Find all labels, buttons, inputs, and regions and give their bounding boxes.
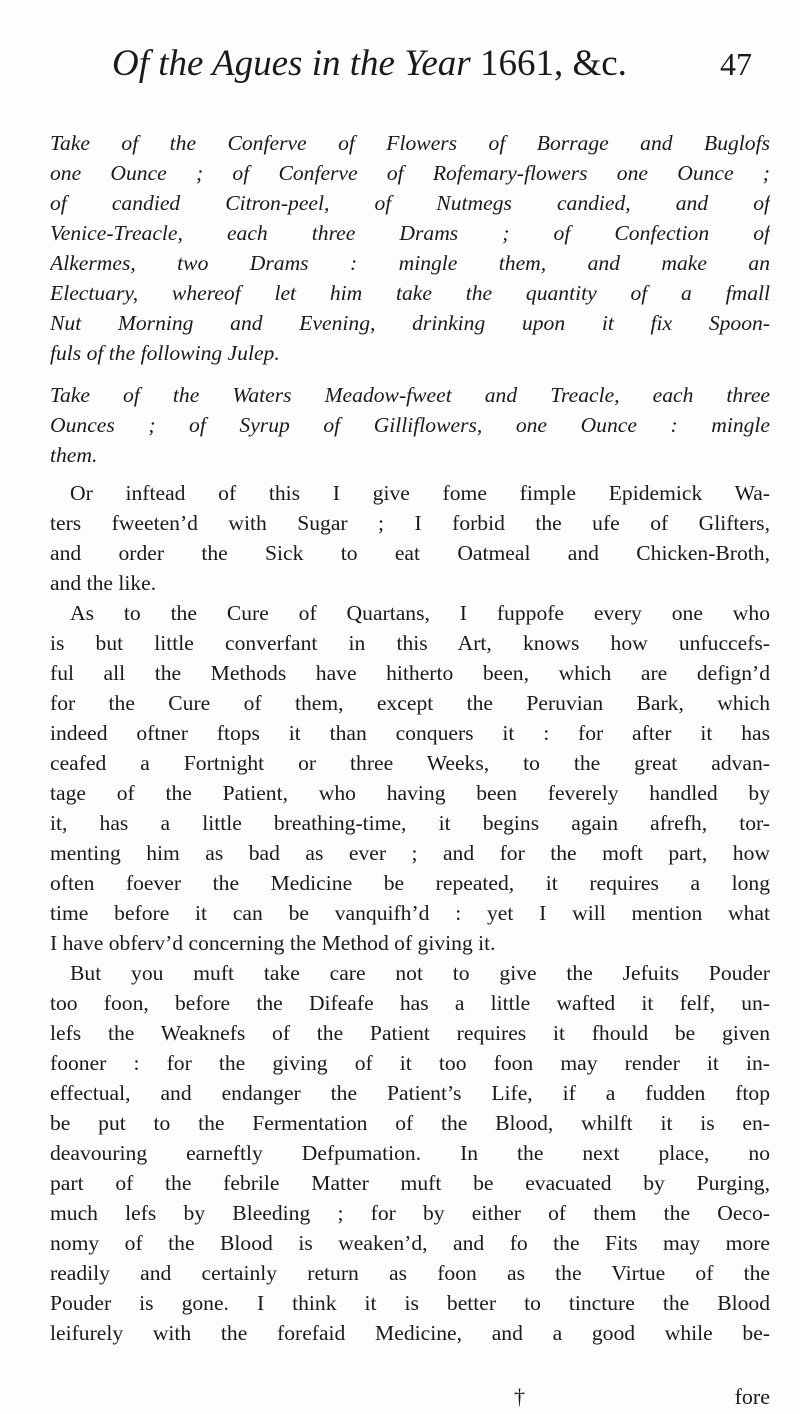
body-line: leifurely with the forefaid Medicine, and a good while be- <box>50 1321 770 1345</box>
body-line: deavouring earneftly Defpumation. In the next place, no <box>50 1141 770 1165</box>
body-line: Pouder is gone. I think it is better to tincture the Blood <box>50 1291 770 1315</box>
page-number: 47 <box>720 46 752 82</box>
recipe1-line: Nut Morning and Evening, drinking upon it fix Spoon- <box>50 311 770 335</box>
recipe1-line: of candied Citron-peel, of Nutmegs candied, and of <box>50 191 770 215</box>
body-line: and order the Sick to eat Oatmeal and Chicken-Broth, <box>50 541 770 565</box>
body-line: tage of the Patient, who having been feverely handled by <box>50 781 770 805</box>
body-line: nomy of the Blood is weaken’d, and fo the Fits may more <box>50 1231 770 1255</box>
recipe-julep <box>50 380 770 470</box>
body-line: ters fweeten’d with Sugar ; I forbid the ufe of Glifters, <box>50 511 770 535</box>
body-line: much lefs by Bleeding ; for by either of them the Oeco- <box>50 1201 770 1225</box>
recipe2-line: Take of the Waters Meadow-fweet and Treacle, each three <box>50 383 770 407</box>
page-footer <box>0 1384 800 1414</box>
running-head-year: 1661, <box>479 43 564 84</box>
body-line: ceafed a Fortnight or three Weeks, to the great advan- <box>50 751 770 775</box>
body-line: be put to the Fermentation of the Blood, whilft it is en- <box>50 1111 770 1135</box>
recipe1-line: Electuary, whereof let him take the quantity of a fmall <box>50 281 770 305</box>
body-line: time before it can be vanquifh’d : yet I will mention what <box>50 901 770 925</box>
body-text <box>50 478 770 1348</box>
body-line: menting him as bad as ever ; and for the moft part, how <box>50 841 770 865</box>
recipe-electuary <box>50 128 770 368</box>
body-line: too foon, before the Difeafe has a little wafted it felf, un- <box>50 991 770 1015</box>
body-line: is but little converfant in this Art, knows how unfuccefs- <box>50 631 770 655</box>
body-line: for the Cure of them, except the Peruvian Bark, which <box>50 691 770 715</box>
recipe1-line: Venice-Treacle, each three Drams ; of Confection of <box>50 221 770 245</box>
body-line: Or inftead of this I give fome fimple Epidemick Wa- <box>70 481 770 505</box>
body-line: often foever the Medicine be repeated, it requires a long <box>50 871 770 895</box>
recipe1-line: one Ounce ; of Conferve of Rofemary-flowers one Ounce ; <box>50 161 770 185</box>
running-head <box>112 40 752 88</box>
recipe2-line: them. <box>50 443 98 467</box>
body-line: indeed oftner ftops it than conquers it : for after it has <box>50 721 770 745</box>
body-line: But you muft take care not to give the Jefuits Pouder <box>70 961 770 985</box>
recipe1-line: Alkermes, two Drams : mingle them, and make an <box>50 251 770 275</box>
body-line: effectual, and endanger the Patient’s Life, if a fudden ftop <box>50 1081 770 1105</box>
body-line: lefs the Weaknefs of the Patient requires it fhould be given <box>50 1021 770 1045</box>
body-line: it, has a little breathing-time, it begins again afrefh, tor- <box>50 811 770 835</box>
body-line: ful all the Methods have hitherto been, which are defign’d <box>50 661 770 685</box>
body-line: readily and certainly return as foon as the Virtue of the <box>50 1261 770 1285</box>
signature-mark: † <box>514 1384 525 1409</box>
recipe1-line: fuls of the following Julep. <box>50 341 280 365</box>
body-line: part of the febrile Matter muft be evacuated by Purging, <box>50 1171 770 1195</box>
running-head-title: Of the Agues in the Year <box>112 43 471 84</box>
body-line: and the like. <box>50 571 157 595</box>
body-line: fooner : for the giving of it too foon may render it in- <box>50 1051 770 1075</box>
recipe1-line: Take of the Conferve of Flowers of Borrage and Buglofs <box>50 131 770 155</box>
body-line: I have obferv’d concerning the Method of giving it. <box>50 931 496 955</box>
recipe2-line: Ounces ; of Syrup of Gilliflowers, one Ounce : mingle <box>50 413 770 437</box>
body-line: As to the Cure of Quartans, I fuppofe every one who <box>70 601 770 625</box>
catchword: fore <box>734 1384 770 1409</box>
running-head-etc: &c. <box>572 43 627 84</box>
